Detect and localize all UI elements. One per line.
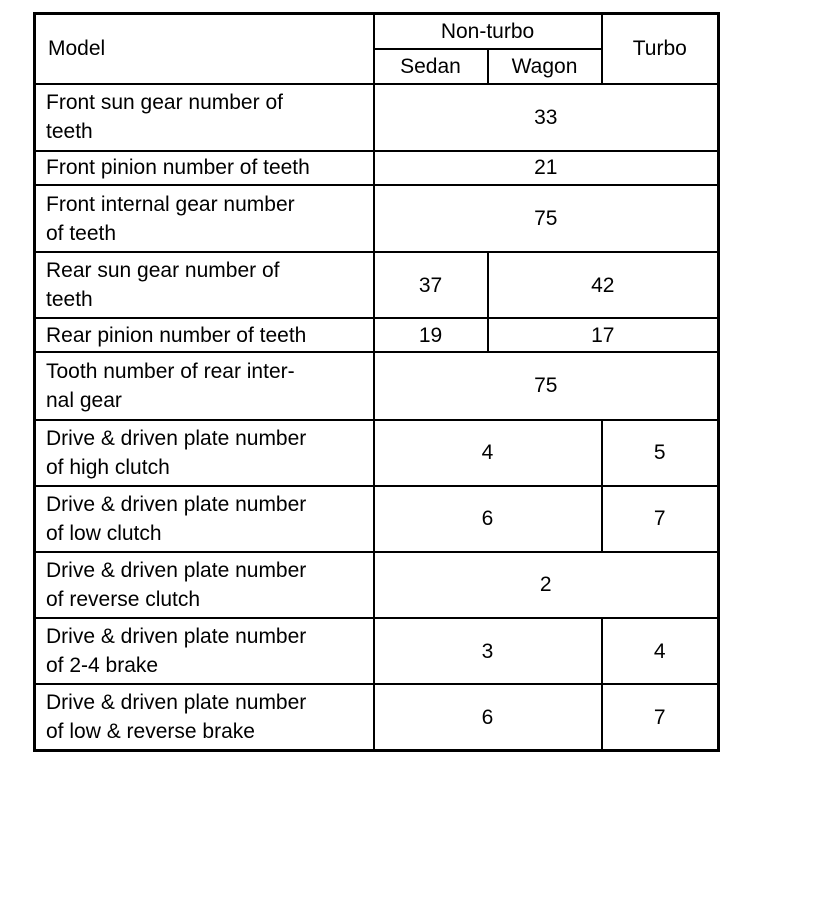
value-turbo: 4 xyxy=(602,618,719,684)
row-label-line: of low clutch xyxy=(46,521,162,545)
value-all: 75 xyxy=(374,185,719,252)
row-label-line: Drive & driven plate number xyxy=(46,625,307,649)
table-row xyxy=(35,684,719,750)
table-row xyxy=(35,84,719,151)
header-non-turbo: Non-turbo xyxy=(374,14,602,49)
table-row xyxy=(35,618,719,684)
header-row-top xyxy=(35,14,719,49)
row-label xyxy=(35,552,374,618)
table-row xyxy=(35,420,719,486)
row-label-line: Tooth number of rear inter- xyxy=(46,359,295,383)
header-model: Model xyxy=(35,14,374,84)
value-non-turbo: 6 xyxy=(374,486,602,552)
value-all: 33 xyxy=(374,84,719,151)
value-sedan: 37 xyxy=(374,252,488,318)
row-label-line: nal gear xyxy=(46,388,122,412)
row-label xyxy=(35,318,374,352)
row-label xyxy=(35,486,374,552)
value-non-turbo: 4 xyxy=(374,420,602,486)
row-label xyxy=(35,618,374,684)
row-label-line: of reverse clutch xyxy=(46,587,201,611)
row-label-line: Drive & driven plate number xyxy=(46,558,307,582)
row-label-line: Front pinion number of teeth xyxy=(46,156,310,180)
row-label-line: Rear pinion number of teeth xyxy=(46,323,307,347)
table-row xyxy=(35,185,719,252)
value-wagon-turbo: 42 xyxy=(488,252,719,318)
table-row xyxy=(35,486,719,552)
header-wagon: Wagon xyxy=(488,49,602,84)
row-label-line: of high clutch xyxy=(46,455,170,479)
value-turbo: 7 xyxy=(602,486,719,552)
row-label xyxy=(35,252,374,318)
value-all: 2 xyxy=(374,552,719,618)
row-label-line: teeth xyxy=(46,288,93,312)
value-turbo: 7 xyxy=(602,684,719,750)
row-label xyxy=(35,84,374,151)
value-all: 21 xyxy=(374,151,719,185)
row-label-line: Drive & driven plate number xyxy=(46,426,307,450)
row-label xyxy=(35,420,374,486)
row-label-line: Drive & driven plate number xyxy=(46,691,307,715)
row-label-line: of low & reverse brake xyxy=(46,720,255,744)
row-label-line: teeth xyxy=(46,120,93,144)
table-row xyxy=(35,318,719,352)
row-label xyxy=(35,151,374,185)
row-label-line: of teeth xyxy=(46,221,117,245)
gear-specification-table xyxy=(33,12,720,752)
table-row xyxy=(35,352,719,419)
value-turbo: 5 xyxy=(602,420,719,486)
value-non-turbo: 3 xyxy=(374,618,602,684)
row-label-line: of 2-4 brake xyxy=(46,654,159,678)
table-row xyxy=(35,552,719,618)
value-sedan: 19 xyxy=(374,318,488,352)
header-turbo: Turbo xyxy=(602,14,719,84)
row-label-line: Rear sun gear number of xyxy=(46,259,280,283)
row-label-line: Front sun gear number of xyxy=(46,91,283,115)
value-non-turbo: 6 xyxy=(374,684,602,750)
value-all: 75 xyxy=(374,352,719,419)
row-label xyxy=(35,684,374,750)
row-label-line: Front internal gear number xyxy=(46,192,295,216)
value-wagon-turbo: 17 xyxy=(488,318,719,352)
table-row xyxy=(35,151,719,185)
header-sedan: Sedan xyxy=(374,49,488,84)
row-label-line: Drive & driven plate number xyxy=(46,492,307,516)
row-label xyxy=(35,185,374,252)
row-label xyxy=(35,352,374,419)
table-row xyxy=(35,252,719,318)
